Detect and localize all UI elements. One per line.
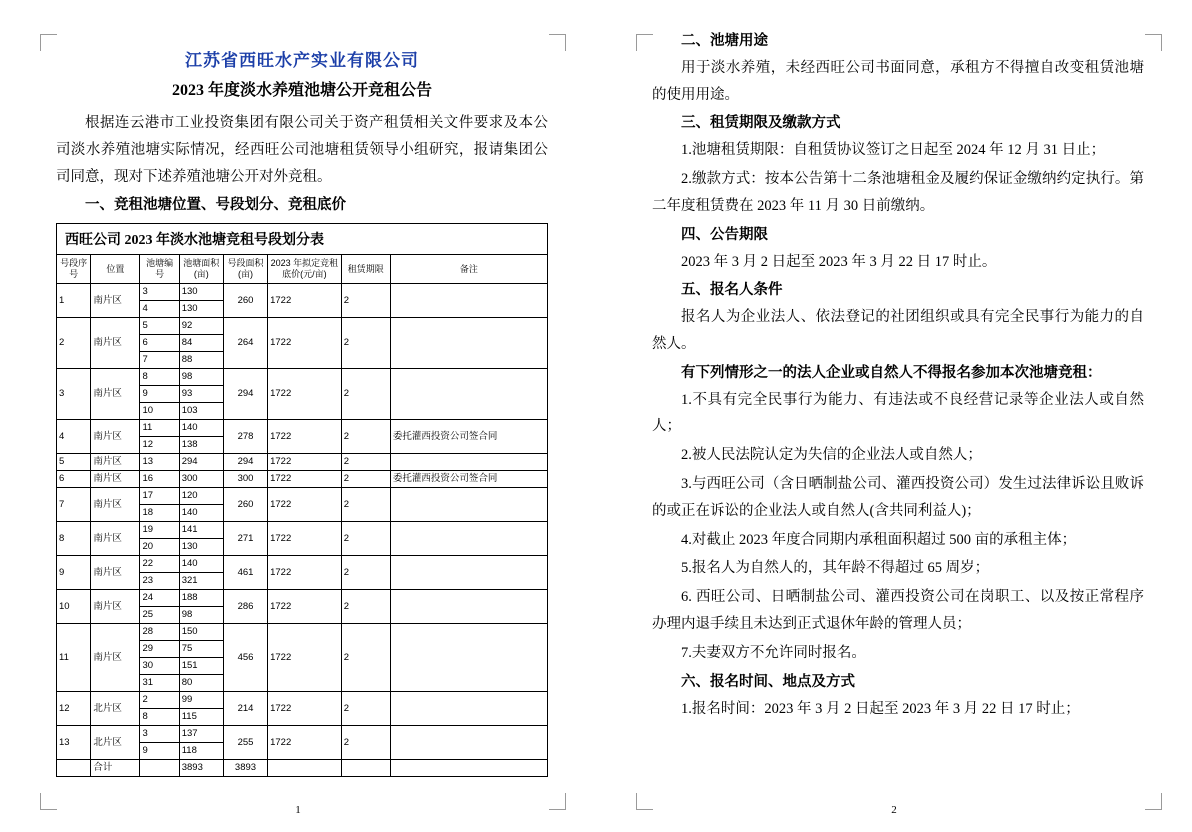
cell-note bbox=[390, 318, 547, 369]
paragraph-11: 2.被人民法院认定为失信的企业法人或自然人； bbox=[681, 447, 982, 464]
cell-pond-no: 30 bbox=[140, 658, 179, 675]
paragraph-18: 1.报名时间：2023 年 3 月 2 日起至 2023 年 3 月 22 日 17 时止； bbox=[681, 700, 1080, 717]
table-row bbox=[57, 692, 548, 709]
th-base-price: 2023 年拟定竞租底价(元/亩) bbox=[268, 255, 342, 284]
table-row bbox=[57, 726, 548, 743]
cell-pond-no: 24 bbox=[140, 590, 179, 607]
cell-total-pond-area: 3893 bbox=[179, 760, 223, 777]
table-row bbox=[57, 369, 548, 386]
page-2 bbox=[596, 0, 1192, 832]
cell-pond-area: 141 bbox=[179, 522, 223, 539]
cell-location: 南片区 bbox=[91, 284, 140, 318]
th-location: 位置 bbox=[91, 255, 140, 284]
table-row bbox=[57, 420, 548, 437]
cell-location: 南片区 bbox=[91, 471, 140, 488]
cell-base-price: 1722 bbox=[268, 522, 342, 556]
company-title: 江苏省西旺水产实业有限公司 bbox=[185, 51, 419, 70]
cell-pond-area: 130 bbox=[179, 539, 223, 556]
cell-segment-area: 300 bbox=[223, 471, 267, 488]
cell-total-blank-4 bbox=[341, 760, 390, 777]
cell-seq: 9 bbox=[57, 556, 91, 590]
cell-base-price: 1722 bbox=[268, 488, 342, 522]
section-heading-7: 五、报名人条件 bbox=[681, 282, 783, 299]
cell-location: 南片区 bbox=[91, 624, 140, 692]
paragraph-16: 7.夫妻双方不允许同时报名。 bbox=[681, 644, 866, 661]
cell-pond-area: 88 bbox=[179, 352, 223, 369]
cell-term: 2 bbox=[341, 471, 390, 488]
cell-note bbox=[390, 590, 547, 624]
cell-location: 北片区 bbox=[91, 692, 140, 726]
cell-pond-area: 75 bbox=[179, 641, 223, 658]
section-heading-17: 六、报名时间、地点及方式 bbox=[681, 673, 855, 690]
cell-total-segment-area: 3893 bbox=[223, 760, 267, 777]
table-row bbox=[57, 471, 548, 488]
cell-pond-no: 19 bbox=[140, 522, 179, 539]
cell-seq: 6 bbox=[57, 471, 91, 488]
cell-seq: 7 bbox=[57, 488, 91, 522]
table-header-row bbox=[57, 255, 548, 284]
cell-term: 2 bbox=[341, 369, 390, 420]
cell-seq: 2 bbox=[57, 318, 91, 369]
cell-pond-area: 137 bbox=[179, 726, 223, 743]
cell-pond-no: 5 bbox=[140, 318, 179, 335]
cell-term: 2 bbox=[341, 420, 390, 454]
cell-pond-area: 93 bbox=[179, 386, 223, 403]
cell-pond-no: 31 bbox=[140, 675, 179, 692]
intro-paragraph: 根据连云港市工业投资集团有限公司关于资产租赁相关文件要求及本公司淡水养殖池塘实际情况，经西旺公司池塘租赁领导小组研究，报请集团公司同意，现对下述养殖池塘公开对外竞租。 bbox=[56, 115, 548, 185]
cell-segment-area: 271 bbox=[223, 522, 267, 556]
cell-pond-area: 130 bbox=[179, 301, 223, 318]
cell-note bbox=[390, 522, 547, 556]
cell-base-price: 1722 bbox=[268, 284, 342, 318]
cell-pond-no: 25 bbox=[140, 607, 179, 624]
table-row bbox=[57, 522, 548, 539]
cell-pond-no: 17 bbox=[140, 488, 179, 505]
cell-location: 南片区 bbox=[91, 454, 140, 471]
cell-pond-no: 22 bbox=[140, 556, 179, 573]
cell-note: 委托灌西投资公司签合同 bbox=[390, 420, 547, 454]
paragraph-4: 2.缴款方式：按本公告第十二条池塘租金及履约保证金缴纳约定执行。第二年度租赁费在 2023 年 11 月 30 日前缴纳。 bbox=[652, 171, 1144, 214]
table-row bbox=[57, 590, 548, 607]
cell-segment-area: 461 bbox=[223, 556, 267, 590]
crop-mark-top-right bbox=[1145, 34, 1162, 51]
cell-pond-area: 118 bbox=[179, 743, 223, 760]
cell-note bbox=[390, 454, 547, 471]
cell-segment-area: 456 bbox=[223, 624, 267, 692]
cell-pond-area: 80 bbox=[179, 675, 223, 692]
cell-pond-area: 98 bbox=[179, 607, 223, 624]
paragraph-8: 报名人为企业法人、依法登记的社团组织或具有完全民事行为能力的自然人。 bbox=[652, 309, 1144, 352]
section-heading-1: 一、竞租池塘位置、号段划分、竞租底价 bbox=[85, 197, 346, 214]
table-row bbox=[57, 556, 548, 573]
table-caption: 西旺公司 2023 年淡水池塘竞租号段划分表 bbox=[56, 223, 548, 254]
table-body bbox=[57, 284, 548, 777]
paragraph-12: 3.与西旺公司（含日晒制盐公司、灌西投资公司）发生过法律诉讼且败诉的或正在诉讼的企业法人或自然人(含共同利益人)； bbox=[652, 476, 1144, 519]
cell-term: 2 bbox=[341, 556, 390, 590]
paragraph-10: 1.不具有完全民事行为能力、有违法或不良经营记录等企业法人或自然人； bbox=[652, 391, 1144, 435]
cell-pond-area: 98 bbox=[179, 369, 223, 386]
crop-mark-top-right bbox=[549, 34, 566, 51]
table-row bbox=[57, 318, 548, 335]
cell-pond-no: 16 bbox=[140, 471, 179, 488]
cell-pond-no: 8 bbox=[140, 709, 179, 726]
cell-seq: 11 bbox=[57, 624, 91, 692]
table-row bbox=[57, 488, 548, 505]
page-number-2: 2 bbox=[891, 804, 897, 816]
cell-pond-no: 10 bbox=[140, 403, 179, 420]
th-segment-area: 号段面积(亩) bbox=[223, 255, 267, 284]
cell-term: 2 bbox=[341, 590, 390, 624]
cell-pond-no: 9 bbox=[140, 386, 179, 403]
cell-segment-area: 260 bbox=[223, 488, 267, 522]
th-pond-area: 池塘面积(亩) bbox=[179, 255, 223, 284]
cell-pond-area: 140 bbox=[179, 556, 223, 573]
cell-location: 南片区 bbox=[91, 369, 140, 420]
cell-pond-no: 28 bbox=[140, 624, 179, 641]
cell-pond-no: 18 bbox=[140, 505, 179, 522]
cell-location: 南片区 bbox=[91, 488, 140, 522]
paragraph-1: 用于淡水养殖，未经西旺公司书面同意，承租方不得擅自改变租赁池塘的使用用途。 bbox=[652, 59, 1144, 103]
cell-term: 2 bbox=[341, 624, 390, 692]
cell-note bbox=[390, 488, 547, 522]
section-heading-9: 有下列情形之一的法人企业或自然人不得报名参加本次池塘竞租： bbox=[681, 364, 1102, 381]
cell-pond-area: 99 bbox=[179, 692, 223, 709]
cell-pond-area: 92 bbox=[179, 318, 223, 335]
cell-segment-area: 264 bbox=[223, 318, 267, 369]
table-row bbox=[57, 454, 548, 471]
cell-term: 2 bbox=[341, 454, 390, 471]
crop-mark-top-left bbox=[636, 34, 653, 51]
table-row bbox=[57, 284, 548, 301]
th-pond-no: 池塘编号 bbox=[140, 255, 179, 284]
page-number-1: 1 bbox=[295, 804, 301, 816]
document-subtitle: 2023 年度淡水养殖池塘公开竞租公告 bbox=[171, 82, 432, 99]
cell-pond-no: 3 bbox=[140, 284, 179, 301]
cell-pond-area: 115 bbox=[179, 709, 223, 726]
cell-pond-area: 188 bbox=[179, 590, 223, 607]
cell-pond-area: 150 bbox=[179, 624, 223, 641]
paragraph-6: 2023 年 3 月 2 日起至 2023 年 3 月 22 日 17 时止。 bbox=[681, 253, 997, 270]
cell-seq: 4 bbox=[57, 420, 91, 454]
cell-note bbox=[390, 556, 547, 590]
cell-note bbox=[390, 624, 547, 692]
paragraph-14: 5.报名人为自然人的，其年龄不得超过 65 周岁； bbox=[681, 560, 990, 577]
cell-pond-no: 13 bbox=[140, 454, 179, 471]
cell-seq: 10 bbox=[57, 590, 91, 624]
paragraph-15: 6. 西旺公司、日晒制盐公司、灌西投资公司在岗职工、以及按正常程序办理内退手续且未达到正式退休年龄的管理人员； bbox=[652, 589, 1144, 633]
cell-total-blank-5 bbox=[390, 760, 547, 777]
cell-pond-area: 294 bbox=[179, 454, 223, 471]
cell-seq: 5 bbox=[57, 454, 91, 471]
cell-location: 南片区 bbox=[91, 522, 140, 556]
cell-base-price: 1722 bbox=[268, 471, 342, 488]
cell-pond-area: 321 bbox=[179, 573, 223, 590]
cell-pond-no: 3 bbox=[140, 726, 179, 743]
section-heading-5: 四、公告期限 bbox=[681, 226, 768, 243]
cell-pond-no: 23 bbox=[140, 573, 179, 590]
cell-pond-no: 7 bbox=[140, 352, 179, 369]
cell-note: 委托灌西投资公司签合同 bbox=[390, 471, 547, 488]
cell-segment-area: 255 bbox=[223, 726, 267, 760]
cell-base-price: 1722 bbox=[268, 454, 342, 471]
cell-term: 2 bbox=[341, 692, 390, 726]
cell-pond-area: 151 bbox=[179, 658, 223, 675]
cell-location: 南片区 bbox=[91, 318, 140, 369]
cell-total-label: 合计 bbox=[91, 760, 140, 777]
cell-pond-area: 103 bbox=[179, 403, 223, 420]
cell-location: 南片区 bbox=[91, 556, 140, 590]
table-total-row bbox=[57, 760, 548, 777]
paragraph-3: 1.池塘租赁期限：自租赁协议签订之日起至 2024 年 12 月 31 日止； bbox=[681, 142, 1106, 159]
cell-base-price: 1722 bbox=[268, 590, 342, 624]
page-2-blocks bbox=[652, 28, 1144, 722]
cell-pond-no: 8 bbox=[140, 369, 179, 386]
cell-term: 2 bbox=[341, 318, 390, 369]
cell-pond-no: 29 bbox=[140, 641, 179, 658]
cell-segment-area: 294 bbox=[223, 454, 267, 471]
cell-pond-no: 9 bbox=[140, 743, 179, 760]
th-note: 备注 bbox=[390, 255, 547, 284]
pond-table-wrapper bbox=[56, 223, 548, 777]
cell-segment-area: 214 bbox=[223, 692, 267, 726]
cell-pond-area: 140 bbox=[179, 420, 223, 437]
paragraph-13: 4.对截止 2023 年度合同期内承租面积超过 500 亩的承租主体； bbox=[681, 531, 1077, 548]
cell-seq: 3 bbox=[57, 369, 91, 420]
cell-term: 2 bbox=[341, 726, 390, 760]
section-heading-0: 二、池塘用途 bbox=[681, 33, 768, 49]
cell-total-blank-2 bbox=[140, 760, 179, 777]
cell-location: 南片区 bbox=[91, 590, 140, 624]
cell-base-price: 1722 bbox=[268, 624, 342, 692]
cell-seq: 8 bbox=[57, 522, 91, 556]
cell-base-price: 1722 bbox=[268, 369, 342, 420]
cell-pond-area: 84 bbox=[179, 335, 223, 352]
cell-seq: 1 bbox=[57, 284, 91, 318]
cell-location: 南片区 bbox=[91, 420, 140, 454]
page-1-content bbox=[56, 28, 548, 792]
pond-lot-table bbox=[56, 254, 548, 777]
cell-pond-no: 12 bbox=[140, 437, 179, 454]
cell-total-blank bbox=[57, 760, 91, 777]
page-2-content bbox=[652, 28, 1144, 792]
cell-base-price: 1722 bbox=[268, 556, 342, 590]
cell-seq: 12 bbox=[57, 692, 91, 726]
th-seq: 号段序号 bbox=[57, 255, 91, 284]
cell-pond-no: 11 bbox=[140, 420, 179, 437]
cell-pond-no: 20 bbox=[140, 539, 179, 556]
cell-pond-no: 2 bbox=[140, 692, 179, 709]
cell-segment-area: 294 bbox=[223, 369, 267, 420]
cell-pond-no: 4 bbox=[140, 301, 179, 318]
crop-mark-top-left bbox=[40, 34, 57, 51]
cell-note bbox=[390, 284, 547, 318]
cell-location: 北片区 bbox=[91, 726, 140, 760]
cell-note bbox=[390, 692, 547, 726]
table-row bbox=[57, 624, 548, 641]
cell-pond-area: 138 bbox=[179, 437, 223, 454]
cell-term: 2 bbox=[341, 522, 390, 556]
cell-base-price: 1722 bbox=[268, 726, 342, 760]
th-term: 租赁期限 bbox=[341, 255, 390, 284]
cell-pond-area: 300 bbox=[179, 471, 223, 488]
cell-base-price: 1722 bbox=[268, 318, 342, 369]
cell-base-price: 1722 bbox=[268, 692, 342, 726]
cell-pond-area: 130 bbox=[179, 284, 223, 301]
cell-note bbox=[390, 726, 547, 760]
cell-term: 2 bbox=[341, 488, 390, 522]
cell-note bbox=[390, 369, 547, 420]
cell-seq: 13 bbox=[57, 726, 91, 760]
cell-pond-no: 6 bbox=[140, 335, 179, 352]
cell-segment-area: 278 bbox=[223, 420, 267, 454]
cell-total-blank-3 bbox=[268, 760, 342, 777]
cell-pond-area: 140 bbox=[179, 505, 223, 522]
section-heading-2: 三、租赁期限及缴款方式 bbox=[681, 115, 841, 132]
cell-term: 2 bbox=[341, 284, 390, 318]
cell-base-price: 1722 bbox=[268, 420, 342, 454]
cell-segment-area: 260 bbox=[223, 284, 267, 318]
cell-segment-area: 286 bbox=[223, 590, 267, 624]
cell-pond-area: 120 bbox=[179, 488, 223, 505]
